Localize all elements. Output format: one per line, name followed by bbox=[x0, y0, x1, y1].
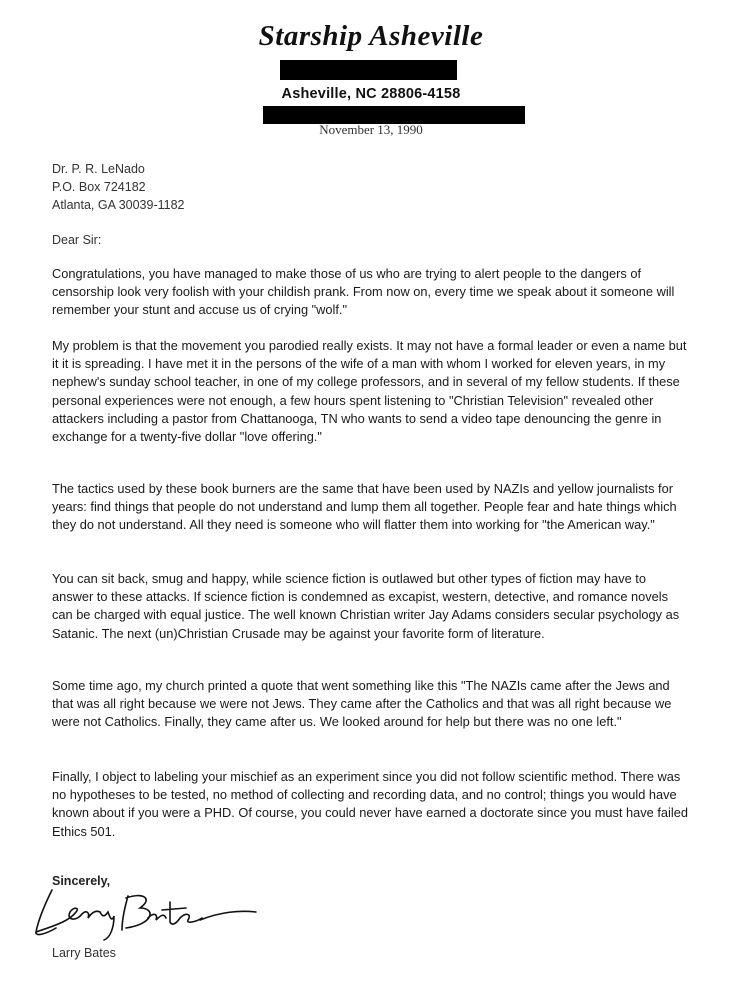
signer-name: Larry Bates bbox=[52, 946, 116, 960]
body-paragraph-3: The tactics used by these book burners are the same that have been used by NAZIs and yellow journalists for years: find things that people do not understand and lump them all together. People fear and hate things which they do not understand. All they need is someone who will flatter them into working for "the American way." bbox=[52, 481, 677, 533]
body-paragraph-1: Congratulations, you have managed to make those of us who are trying to alert people to the dangers of censorship look very foolish with your childish prank. From now on, every time we speak about it someone will remember your stunt and accuse us of crying "wolf." bbox=[52, 266, 675, 318]
redaction-bar bbox=[280, 60, 457, 80]
letterhead-city-line: Asheville, NC 28806-4158 bbox=[281, 86, 461, 102]
body-paragraph-6: Finally, I object to labeling your mischief as an experiment since you did not follow scientific method. There was no hypotheses to be tested, no method of collecting and recording data, and no control; things you would have known about if you were a PHD. Of course, you could never have earned a doctorate since you must have failed Ethics 501. bbox=[52, 769, 688, 839]
recipient-name: Dr. P. R. LeNado bbox=[52, 162, 145, 176]
handwritten-signature bbox=[30, 882, 260, 942]
recipient-address-block bbox=[52, 160, 185, 214]
letterhead-title: Starship Asheville bbox=[258, 20, 484, 52]
recipient-address-line-1: P.O. Box 724182 bbox=[52, 180, 146, 194]
body-paragraph-2: My problem is that the movement you parodied really exists. It may not have a formal leader or even a name but it it is spreading. I have met it in the persons of the wife of a man with whom I worked for eleven years, in my nephew's sunday school teacher, in one of my college professors, and in several of my fellow students. If these personal experiences were not enough, a few hours spent listening to "Christian Television" revealed other attackers including a pastor from Chattanooga, TN who wants to send a video tape denouncing the genre in exchange for a twenty-five dollar "love offering." bbox=[52, 338, 687, 445]
letter-date: November 13, 1990 bbox=[319, 122, 423, 137]
body-paragraph-5: Some time ago, my church printed a quote that went something like this "The NAZIs came after the Jews and that was all right because we were not Jews. They came after the Catholics and that was all right because we were not Catholics. Finally, they came after us. We looked around for help but there was no one left." bbox=[52, 678, 672, 730]
body-paragraph-4: You can sit back, smug and happy, while science fiction is outlawed but other types of fiction may have to answer to these attacks. If science fiction is condemned as excapist, western, detective, and romance novels can be charged with equal justice. The well known Christian writer Jay Adams considers secular psychology as Satanic. The next (un)Christian Crusade may be against your favorite form of literature. bbox=[52, 571, 680, 641]
closing: Sincerely, bbox=[52, 874, 111, 888]
salutation: Dear Sir: bbox=[52, 233, 102, 247]
recipient-address-line-2: Atlanta, GA 30039-1182 bbox=[52, 198, 185, 212]
